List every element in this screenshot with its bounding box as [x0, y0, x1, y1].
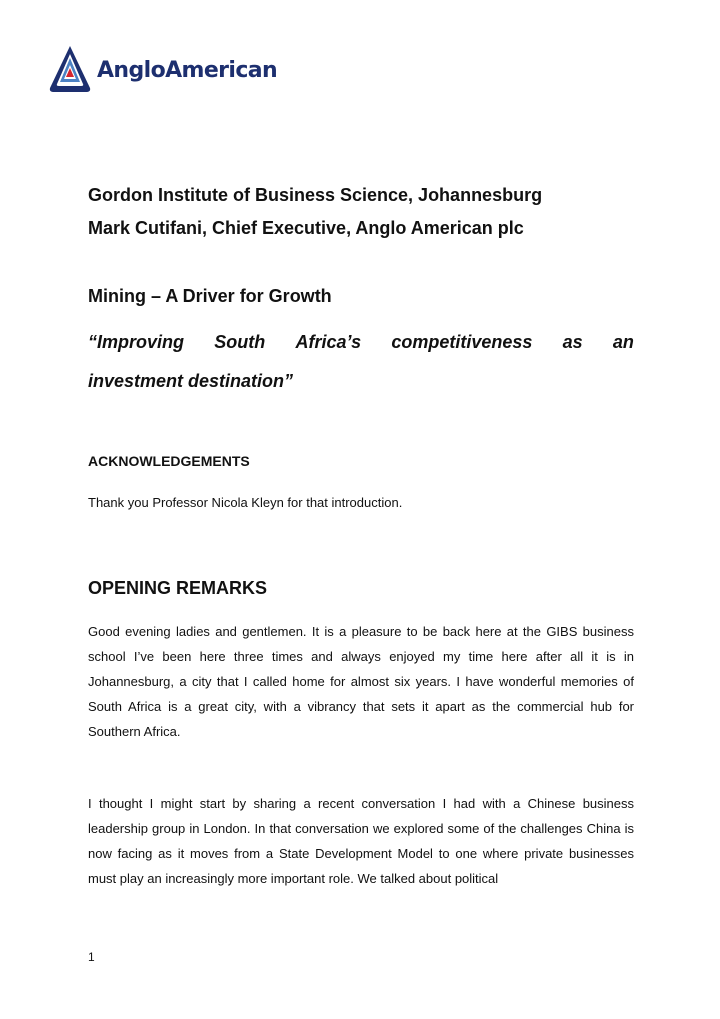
acknowledgements-text: Thank you Professor Nicola Kleyn for that introduction.	[88, 495, 403, 510]
quote-line-1	[88, 323, 634, 362]
quote-word: an	[612, 332, 634, 352]
document-title	[88, 179, 634, 245]
anglo-american-emblem-icon	[48, 44, 92, 96]
page-number: 1	[88, 950, 95, 964]
speech-quote	[88, 323, 634, 401]
opening-remarks-heading: OPENING REMARKS	[88, 578, 268, 598]
quote-word: competitiveness	[391, 332, 533, 352]
opening-paragraph-1: Good evening ladies and gentlemen. It is a pleasure to be back here at the GIBS business school I’ve been here three times and always enjoyed my time here after all it is in Johannesburg, a city that I called home for almost six years. I have wonderful memories of South Africa is a great city, with a vibrancy that sets it apart as the commercial hub for Southern Africa.	[88, 624, 634, 739]
speech-subtitle: Mining – A Driver for Growth	[88, 286, 332, 306]
company-logo	[48, 44, 277, 96]
opening-paragraph-2: I thought I might start by sharing a recent conversation I had with a Chinese business leadership group in London. In that conversation we explored some of the challenges China is now facing as it moves from a State Development Model to one where private businesses must play an increasingly more important role. We talked about political	[88, 796, 634, 886]
quote-word: Africa’s	[295, 332, 362, 352]
quote-word: as	[562, 332, 583, 352]
title-line-1: Gordon Institute of Business Science, Johannesburg	[88, 185, 543, 205]
quote-word: “Improving	[88, 332, 185, 352]
logo-wordmark: AngloAmerican	[97, 57, 278, 83]
quote-word: South	[214, 332, 266, 352]
acknowledgements-heading: ACKNOWLEDGEMENTS	[88, 453, 250, 469]
quote-line-2: investment destination”	[88, 371, 294, 391]
title-line-2: Mark Cutifani, Chief Executive, Anglo American plc	[88, 218, 524, 238]
